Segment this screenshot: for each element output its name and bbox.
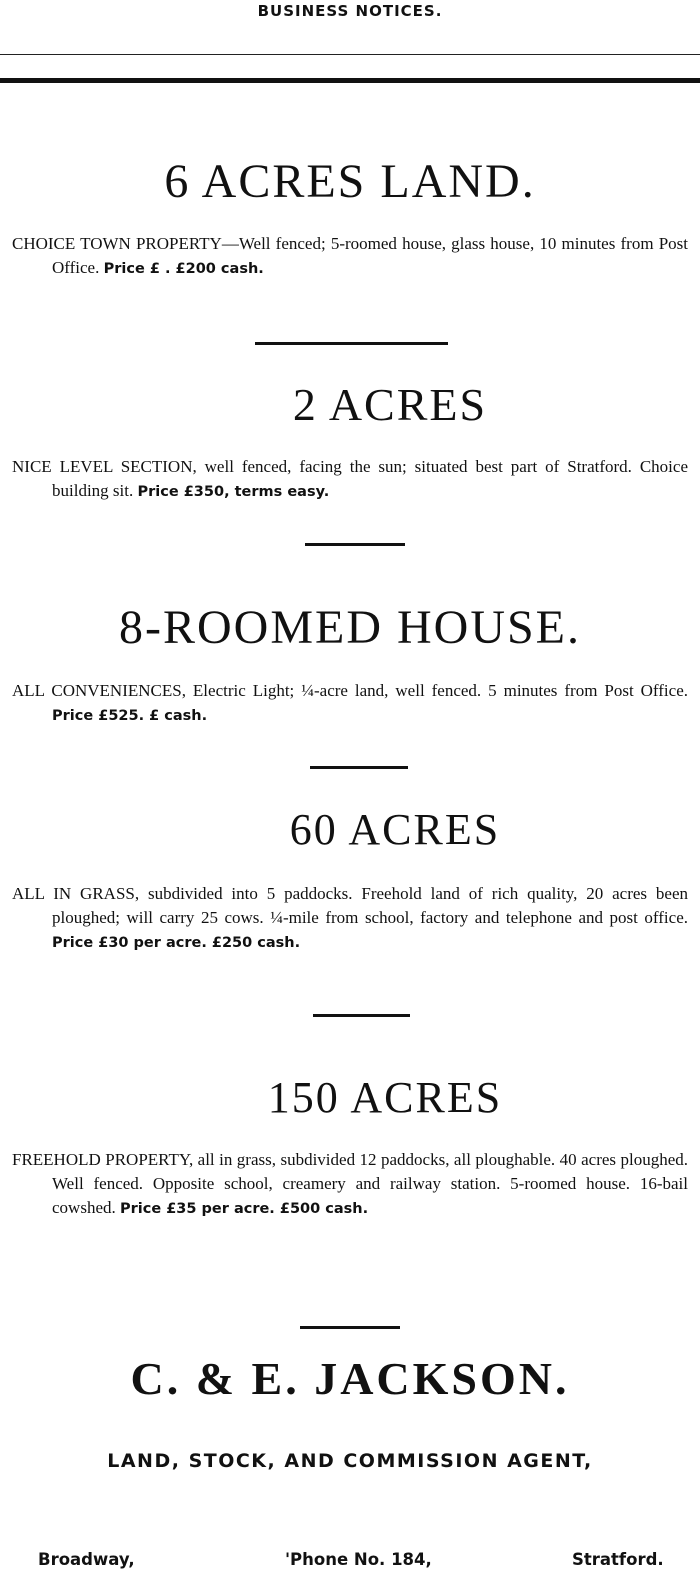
- ad-description: ALL IN GRASS, subdivided into 5 paddocks. Freehold land of rich quality, 20 acres been ploughed; will carry 25 cows. ¼-mile from school, factory and telephone and post office.: [12, 884, 688, 927]
- firm-subtitle: LAND, STOCK, AND COMMISSION AGENT,: [107, 1450, 593, 1472]
- ad-body: [12, 882, 688, 955]
- ad-price: Price £525. £ cash.: [52, 708, 208, 724]
- firm-phone: 'Phone No. 184,: [285, 1550, 432, 1569]
- ad-description: FREEHOLD PROPERTY, all in grass, subdivided 12 paddocks, all ploughable. 40 acres ploughed. Well fenced. Opposite school, creamery and railway station. 5-roomed house. 16-bail cowshed.: [12, 1150, 688, 1217]
- divider: [255, 342, 448, 345]
- ad-title: 150 ACRES: [267, 1073, 503, 1122]
- divider: [305, 543, 405, 546]
- divider: [310, 766, 408, 769]
- ad-title: 2 ACRES: [292, 379, 488, 430]
- ad-body: [12, 679, 688, 728]
- ad-body: [12, 1148, 688, 1221]
- firm-address: Broadway,: [38, 1550, 135, 1569]
- header-rule-thin: [0, 54, 700, 55]
- firm-name: C. & E. JACKSON.: [130, 1353, 570, 1404]
- ad-body: [12, 232, 688, 281]
- ad-price: Price £35 per acre. £500 cash.: [119, 1201, 369, 1217]
- ad-body: [12, 455, 688, 504]
- header-rule-thick: [0, 78, 700, 83]
- divider: [313, 1014, 410, 1017]
- firm-town: Stratford.: [572, 1550, 664, 1569]
- ad-title: 6 ACRES LAND.: [164, 155, 536, 208]
- divider: [300, 1326, 400, 1329]
- ad-title: 60 ACRES: [289, 805, 501, 854]
- ad-description: NICE LEVEL SECTION, well fenced, facing the sun; situated best part of Stratford. Choice building sit.: [12, 457, 688, 500]
- ad-price: Price £ . £200 cash.: [103, 261, 264, 277]
- ad-description: CHOICE TOWN PROPERTY—Well fenced; 5-roomed house, glass house, 10 minutes from Post Office.: [12, 234, 688, 277]
- section-header: BUSINESS NOTICES.: [257, 2, 443, 20]
- ad-price: Price £350, terms easy.: [137, 484, 330, 500]
- ad-price: Price £30 per acre. £250 cash.: [52, 935, 301, 951]
- ad-description: ALL CONVENIENCES, Electric Light; ¼-acre land, well fenced. 5 minutes from Post Office.: [12, 681, 688, 700]
- ad-title: 8-ROOMED HOUSE.: [119, 601, 581, 654]
